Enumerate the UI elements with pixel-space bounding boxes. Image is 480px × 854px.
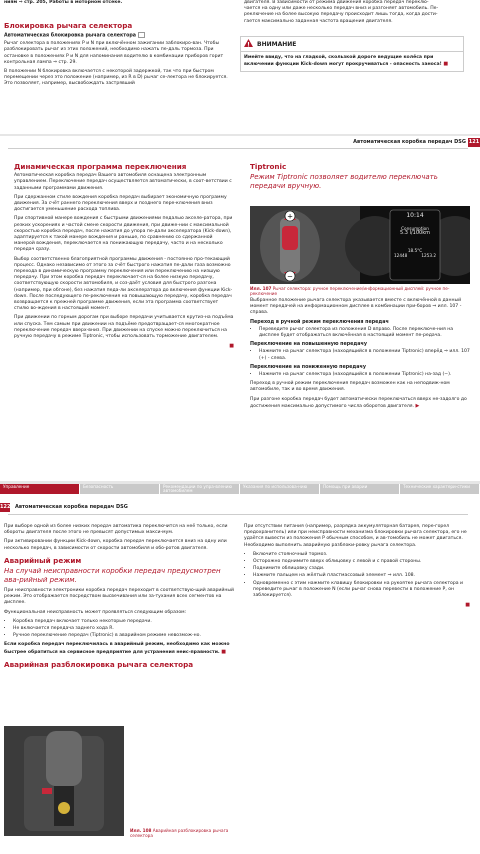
page1-left-column: [4, 0, 230, 91]
end-mark-icon: ■: [221, 648, 226, 655]
warning-body: [241, 52, 463, 71]
warning-text: Имейте ввиду, что на гладкой, скользкой дороге ведущие колёса при включении функции Kick-down могут прокручиваться - опасность заноса!: [244, 55, 442, 67]
section-heading: Аварийная разблокировка рычага селектора: [4, 659, 194, 669]
header-rule: [8, 514, 468, 515]
dashboard-display: [391, 211, 439, 279]
nav-tab[interactable]: Рекомендации по упра-влению автомобилем: [160, 484, 240, 494]
section-heading: Блокировка рычага селектора: [4, 21, 133, 31]
sub-heading-text: Автоматическая блокировка рычага селектора: [4, 33, 137, 39]
sub-heading: [4, 32, 230, 40]
page-2: [0, 136, 480, 484]
warning-title: ВНИМАНИЕ: [257, 40, 297, 48]
display-odometer: 12448: [394, 253, 408, 258]
list-item: • Нажмите на рычаг селектора (находящийся в положении Tiptronic) вперёд ⇒ илл. 107 (+) - слева.: [259, 349, 470, 361]
image-ref-icon: [138, 32, 145, 38]
top-right-line: двигателя. В зависимости от режима движения коробка передач переклю-: [244, 0, 429, 5]
header-title: Автоматическая коробка передач DSG: [15, 504, 128, 510]
bold-note-text: Если коробка передач переключилась в аварийный режим, необходимо как можно быстрее обратиться на сервисное предприятие для устранения неис-правности.: [4, 642, 230, 655]
display-temp: 18.5°C: [407, 248, 423, 253]
step-list: [244, 552, 470, 599]
paragraph: Функциональная неисправность может проявляться следующим образом:: [4, 609, 187, 615]
subsection-heading: Переключение на повышенную передачу: [250, 342, 367, 348]
warning-title-bar: [241, 37, 463, 52]
paragraph: При выборе одной из более низких передач автоматика переключится на неё только, если обороты двигателя после этого не превысят допустимых макси-мум.: [4, 524, 228, 536]
page1-right-column: [244, 0, 470, 25]
section-heading: Tiptronic: [250, 162, 287, 171]
bullet-list: [4, 619, 234, 640]
caption-number: Илл. 107: [250, 286, 272, 291]
list-item: • Одновременно с этим нажмите клавишу блокировки на рукоятке рычага селектора и переведите рычаг в положение N (если рычаг снова перевести в положение P, он заблокируется).: [253, 581, 470, 600]
display-trip: 1253.2: [421, 253, 436, 258]
chapter-nav: [0, 484, 480, 494]
subsection-heading: Переход в ручной режим переключения передач: [250, 319, 389, 325]
paragraph: [250, 397, 470, 410]
nav-tab[interactable]: Управление: [0, 484, 80, 494]
figure-107-caption: [250, 286, 470, 296]
paragraph: Переход в ручной режим переключения передач возможен как на неподвиж-ном автомобиле, так и во время движения.: [250, 381, 450, 393]
nav-tab[interactable]: Указания по использова-нию: [240, 484, 320, 494]
section-lead: Режим Tiptronic позволяет водителю переключать передачи вручную.: [250, 173, 438, 190]
section-heading: Динамическая программа переключения: [14, 162, 187, 171]
warning-triangle-icon: [244, 39, 253, 49]
top-left-fragment: ниям ⇒ стр. 205, Работы в моторном отсеке.: [4, 0, 123, 5]
nav-tab[interactable]: Технические характери-стики: [400, 484, 480, 494]
top-right-line: чается на одну или даже несколько передач вниз и разгоняет автомобиль. Пе-: [244, 6, 439, 12]
subsection-heading: Переключение на пониженную передачу: [250, 364, 366, 370]
page2-right-column: [250, 164, 470, 194]
paragraph: При движении по горным дорогам при выборе передачи учитывается крутиз-на подъёма или спуска. Тем самым при движении на подъёме предотвращает-ся многократное переключение передач вверх-вниз. При движении на спуске можно переключиться на ручную передачу в режиме Tiptronic, чтобы использовать торможение двигателем.: [14, 315, 234, 340]
paragraph: При активировании функции Kick-down, коробка передач переключается вниз на одну или несколько передач, в зависимости от скорости автомобиля и обо-ротов двигателя.: [4, 539, 227, 551]
figure-108-caption: [130, 828, 230, 838]
emergency-unlock-illustration: [4, 726, 124, 836]
paragraph: Выбранное положение рычага селектора указывается вместе с включённой в данный момент передачей на информационном дисплее в комбинации при-боров ⇒ илл. 107 - справа.: [250, 298, 462, 316]
paragraph: В положении N блокировка включается с некоторой задержкой, так что при быстром перемещении через это положение (например, из R в D) рычаг се-лектора не блокируется. Это позволяет, например, высвобождать застрявший: [4, 68, 228, 87]
list-item: • Нажмите на рычаг селектора (находящийся в положении Tiptronic) на-зад (−).: [259, 372, 470, 378]
header-rule: [8, 148, 468, 149]
section-heading: Аварийный режим: [4, 555, 82, 565]
step-list: [250, 349, 470, 361]
paragraph: Автоматическая коробка передач Вашего автомобиля оснащена электронным управлением. Переключение передач осуществляется автоматически, в соот-ветствии с заданными программами движения.: [14, 173, 232, 191]
section-lead: На случай неисправности коробки передач предусмотрен ава-рийный режим.: [4, 567, 221, 584]
caption-number: Илл. 108: [130, 828, 152, 833]
top-right-line: реключение на более высокую передачу происходит лишь тогда, когда дости-: [244, 12, 438, 18]
display-value: 5.3 l/100km: [400, 230, 430, 236]
svg-text:+: +: [287, 212, 293, 221]
paragraph: При неисправности электроники коробка передач переходит в соответствую-щий аварийный режим. Это отображается посредством высвечивания или за-тухания всех сегментов на дисплее.: [4, 588, 235, 606]
header-title: Автоматическая коробка передач DSG: [353, 139, 466, 145]
list-item: • Нажмите пальцем на жёлтый пластмассовый элемент ⇒ илл. 108.: [253, 573, 470, 579]
display-label: Consumption: [401, 226, 429, 231]
list-item: • Осторожно поднимите вверх облицовку с левой и с правой стороны.: [253, 559, 470, 565]
figure-107: [250, 206, 470, 284]
paragraph: При отсутствии питания (например, разрядка аккумуляторная батарея, пере-горел предохранитель) или при неисправности механизма блокировки рычага селектора, его не удаётся вывести из положения P обычным способом, и ав-томобиль не может двигаться. Необходимо выполнить аварийную разблоки-ровку рычага селектора.: [244, 524, 467, 548]
warning-box: [240, 36, 464, 72]
svg-text:!: !: [247, 41, 250, 47]
caption-text: Аварийная разблокировка рычага селектора: [130, 828, 229, 839]
figure-108: [4, 726, 124, 836]
paragraph-text: При разгоне коробка передач будет автоматически переключаться вверх не-задолго до достижения максимально допустимого числа оборотов двигателя.: [250, 396, 467, 409]
svg-text:−: −: [287, 272, 293, 281]
paragraph: Выбор соответственно благоприятной программы движения - постоянно про-текающий процесс. Однако независимо от этого за счёт быстрого нажатия пе-дали газа возможно перехода в динамическую программу переключения или переключению на низшую передачу. При этом коробка передач переключает-ся на более низкую передачу, соответствующую скорости автомобиля, и соз-даёт условия для быстрого разгона (например, при обгоне), без нажатия педа-ли акселератора до включения функции Kick-down. После последующего пе-реключения на повышающую передачу, коробка передач возвращается к прежней программе движения, если эта программа соответствует стилю во-ждения в настоящий момент.: [14, 256, 233, 312]
nav-tab[interactable]: Безопасность: [80, 484, 160, 494]
end-mark-icon: ■: [465, 602, 470, 609]
bold-note: [4, 642, 234, 655]
page3-left-column: [4, 524, 234, 671]
display-time: 10:14: [406, 212, 424, 219]
end-mark-icon: ■: [443, 61, 449, 67]
paragraph: При сдержанном стиле вождения коробка передач выбирает экономичную программу движения. За счёт раннего переключения вверх и позднего пере-ключения вниз достигается уменьшение расхода топлива.: [14, 194, 227, 213]
step-list: [250, 372, 470, 378]
page-header: [0, 138, 480, 147]
continue-arrow-icon: ▶: [415, 402, 420, 409]
paragraph: Рычаг селектора в положениях P и N при включённом зажигании заблокиро-ван. Чтобы разблокировать рычаг из этих положений, необходимо нажать пе-даль тормоза. При остановке в положениях P и N для напоминания водителю в комбинации приборов горит контрольная лампа ⇒ стр. 29.: [4, 41, 224, 65]
list-item: • Включите стояночный тормоз.: [253, 552, 470, 558]
caption-text: Рычаг селектора: ручное переключение/информационный дисплей: ручное пе-реключение: [250, 286, 450, 297]
list-item: • Не включается передача заднего хода R.: [13, 626, 234, 632]
nav-tab[interactable]: Помощь при аварии: [320, 484, 400, 494]
list-item: • Коробка передач включает только некоторые передачи.: [13, 619, 234, 625]
page-number: 121: [468, 139, 480, 145]
page2-right-column-body: [250, 298, 470, 413]
end-mark-icon: ■: [229, 343, 234, 350]
top-right-line: гается максимально заданная частота вращения двигателя.: [244, 18, 393, 24]
list-item: • Переведите рычаг селектора из положения D вправо. После переключе-ния на дисплее будет отображаться включённая в настоящий момент пе-редача.: [259, 327, 470, 339]
page2-left-column: [14, 164, 234, 350]
list-item: • Ручное переключение передач (Tiptronic) в аварийном режиме невозмож-но.: [13, 633, 234, 639]
list-item: • Поднимите облицовку сзади.: [253, 566, 470, 572]
page3-right-column: [244, 524, 470, 609]
page-3: [0, 484, 480, 854]
page-1: [0, 0, 480, 136]
paragraph: При спортивной манере вождения с быстрыми движениями педалью акселе-ратора, при резких ускорениях и частой смене скорости движения, при движе-нии с максимальной скоростью коробка передач, после нажатия до упора пе-дали акселератора (Kick-down), адаптируется к такой манере вождения и раньше, по сравнению со сдержанной манерой вождения, переключается на понижающую передачу, часто и на несколько передач сразу.: [14, 216, 233, 253]
page-number: 122: [0, 504, 11, 510]
step-list: [250, 327, 470, 339]
